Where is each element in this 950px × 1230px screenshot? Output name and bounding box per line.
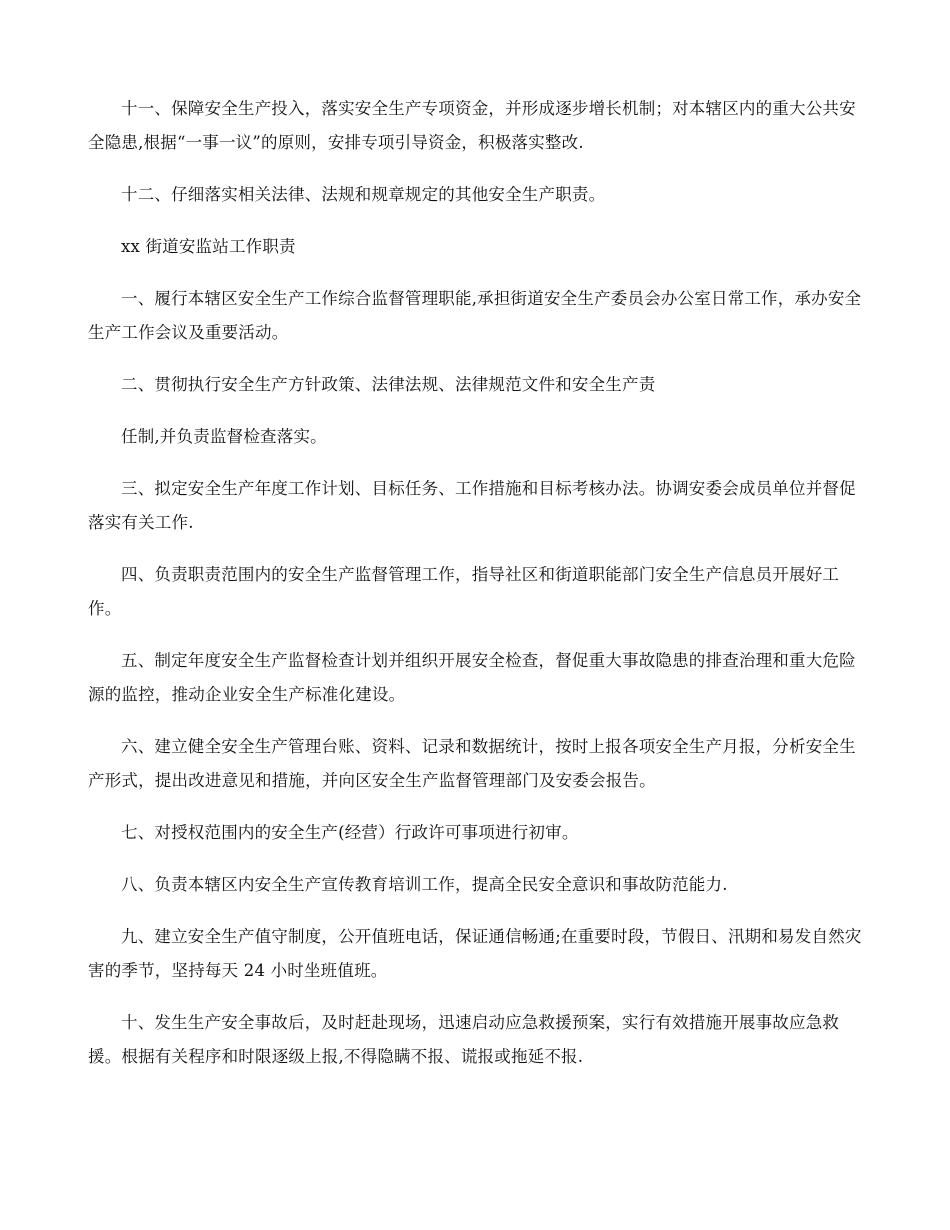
- duty-10: 十、发生生产安全事故后，及时赶赴现场，迅速启动应急救援预案，实行有效措施开展事故应急救援。根据有关程序和时限逐级上报,不得隐瞒不报、谎报或拖延不报.: [88, 1013, 840, 1066]
- duty-5: 五、制定年度安全生产监督检查计划并组织开展安全检查，督促重大事故隐患的排查治理和重大危险源的监控，推动企业安全生产标准化建设。: [88, 651, 856, 704]
- duty-7: 七、对授权范围内的安全生产(经营）行政许可事项进行初审。: [121, 823, 579, 842]
- duty-6: 六、建立健全安全生产管理台账、资料、记录和数据统计，按时上报各项安全生产月报，分析安全生产形式，提出改进意见和措施，并向区安全生产监督管理部门及安委会报告。: [88, 737, 856, 790]
- duty-4: 四、负责职责范围内的安全生产监督管理工作，指导社区和街道职能部门安全生产信息员开展好工作。: [88, 565, 840, 618]
- duty-3: 三、拟定安全生产年度工作计划、目标任务、工作措施和目标考核办法。协调安委会成员单位并督促落实有关工作.: [88, 479, 856, 532]
- duty-2-continued: 任制,并负责监督检查落实。: [121, 427, 327, 446]
- duty-2: 二、贯彻执行安全生产方针政策、法律法规、法律规范文件和安全生产责: [121, 375, 656, 394]
- paragraph-11: 十一、保障安全生产投入，落实安全生产专项资金，并形成逐步增长机制；对本辖区内的重大公共安全隐患,根据“一事一议”的原则，安排专项引导资金，积极落实整改.: [88, 99, 856, 152]
- duty-8: 八、负责本辖区内安全生产宣传教育培训工作，提高全民安全意识和事故防范能力.: [121, 875, 728, 894]
- section-heading: xx 街道安监站工作职责: [121, 237, 296, 256]
- duty-1: 一、履行本辖区安全生产工作综合监督管理职能,承担街道安全生产委员会办公室日常工作，承办安全生产工作会议及重要活动。: [88, 289, 862, 342]
- document-body: [88, 92, 868, 1092]
- duty-9: 九、建立安全生产值守制度，公开值班电话，保证通信畅通;在重要时段，节假日、汛期和易发自然灾害的季节，坚持每天 24 小时坐班值班。: [88, 927, 862, 980]
- paragraph-12: 十二、仔细落实相关法律、法规和规章规定的其他安全生产职责。: [121, 185, 606, 204]
